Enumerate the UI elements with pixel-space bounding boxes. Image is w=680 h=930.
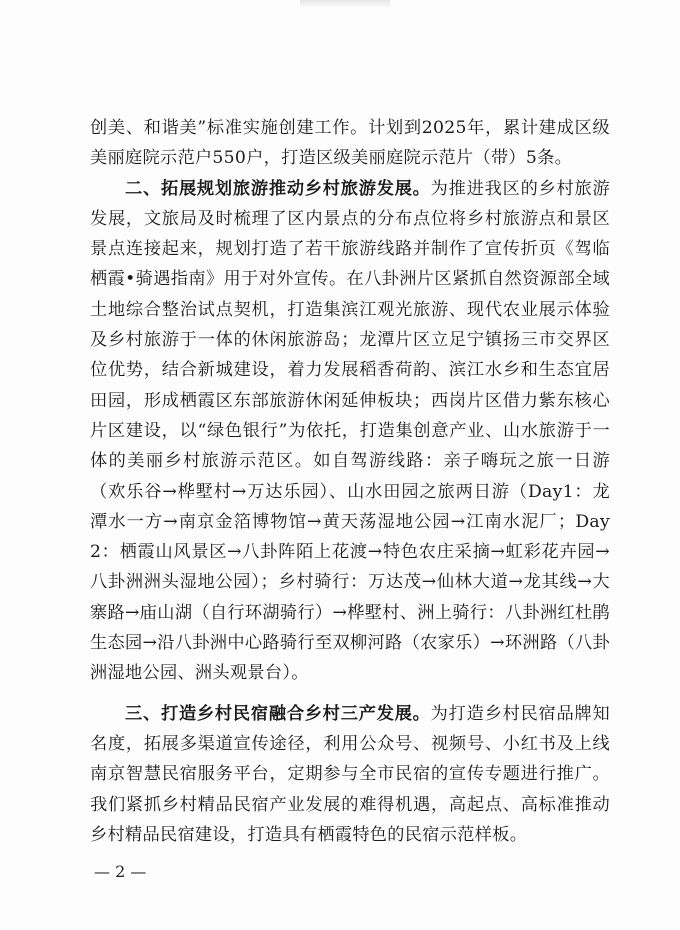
paragraph-body: 为推进我区的乡村旅游发展，文旅局及时梳理了区内景点的分布点位将乡村旅游点和景区景点连接起来，规划打造了若干旅游线路并制作了宣传折页《驾临栖霞•骑遇指南》用于对外宣传。在八卦洲片区紧抓自然资源部全域土地综合整治试点契机，打造集滨江观光旅游、现代农业展示体验及乡村旅游于一体的休闲旅游岛；龙潭片区立足宁镇扬三市交界区位优势，结合新城建设，着力发展稻香荷韵、滨江水乡和生态宜居田园，形成栖霞区东部旅游休闲延伸板块；西岗片区借力紫东核心片区建设，以“绿色银行”为依托，打造集创意产业、山水旅游于一体的美丽乡村旅游示范区。如自驾游线路：亲子嗨玩之旅一日游（欢乐谷→桦墅村→万达乐园）、山水田园之旅两日游（Day1：龙潭水一方→南京金箔博物馆→黄天荡湿地公园→江南水泥厂；Day2：栖霞山风景区→八卦阵陌上花渡→特色农庄采摘→虹彩花卉园→八卦洲洲头湿地公园）；乡村骑行：万达茂→仙林大道→龙其线→大寨路→庙山湖（自行环湖骑行）→桦墅村、洲上骑行：八卦洲红杜鹃生态园→沿八卦洲中心路骑行至双柳河路（农家乐）→环洲路（八卦洲湿地公园、洲头观景台）。 xyxy=(90,178,610,684)
paragraph-homestay xyxy=(90,699,610,850)
page-number: — 2 — xyxy=(94,862,147,881)
paragraph-body: 创美、和谐美”标准实施创建工作。计划到2025年，累计建成区级美丽庭院示范户550户，打造区级美丽庭院示范片（带）5条。 xyxy=(90,118,610,169)
paragraph-body: 为打造乡村民宿品牌知名度，拓展多渠道宣传途径，利用公众号、视频号、小红书及上线南京智慧民宿服务平台，定期参与全市民宿的宣传专题进行推广。我们紧抓乡村精品民宿产业发展的难得机遇，高起点、高标准推动乡村精品民宿建设，打造具有栖霞特色的民宿示范样板。 xyxy=(90,703,610,845)
paragraph-continuation xyxy=(90,113,610,174)
document-body xyxy=(90,113,610,850)
paragraph-tourism xyxy=(90,174,610,689)
section-heading-homestay: 三、打造乡村民宿融合乡村三产发展。 xyxy=(125,703,431,724)
scan-mark xyxy=(300,0,390,8)
section-heading-tourism: 二、拓展规划旅游推动乡村旅游发展。 xyxy=(125,178,431,199)
